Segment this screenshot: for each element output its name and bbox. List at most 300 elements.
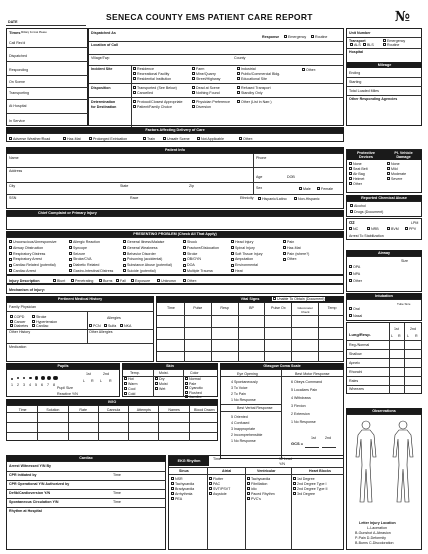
cpr-initiated[interactable]: CPR initiated by — [9, 473, 37, 477]
pupil-size-5-icon — [35, 376, 38, 379]
protective-helmet[interactable]: Helmet — [349, 177, 364, 181]
presenting-col5-item-2[interactable]: Soft Tissue Injury — [231, 252, 263, 256]
patient-info-heading: Patient Info — [6, 147, 344, 153]
presenting-col5-item-3[interactable]: Amputation — [231, 257, 253, 261]
airway-heading: Airway — [346, 250, 422, 256]
skin-normal[interactable]: Normal — [185, 377, 201, 381]
determination-protocol[interactable]: Protocol/Closest Appropriate — [133, 100, 183, 104]
destination-label: for Destination — [91, 104, 117, 109]
ekg-sinus-tachy[interactable]: Tachycardia — [171, 482, 194, 486]
pupils-l1: L — [83, 379, 85, 383]
history-hypertension[interactable]: Hypertension — [32, 320, 57, 324]
time-in-service[interactable]: In Service — [9, 119, 25, 123]
time-dispatched[interactable]: Dispatched — [9, 54, 27, 58]
tube-size-label: Tube Size — [397, 302, 411, 306]
legend-line-1: L-Laceration — [367, 526, 387, 530]
protective-heading: Protective Devices — [347, 150, 385, 160]
vitals-col-4: Pulse Ox — [271, 306, 286, 310]
disposition-transported[interactable]: Transported (See Below) — [133, 86, 177, 90]
o2-ppv[interactable]: PPV — [405, 227, 416, 231]
pupil-size-3-icon — [23, 377, 25, 379]
gcs-motor-4[interactable]: 4 Withdraws — [291, 396, 311, 400]
pupil-size-4-icon — [29, 377, 32, 380]
presenting-col5-item-1[interactable]: Spinal Injury — [231, 246, 255, 250]
lung-row-rhonchi[interactable]: Rhonchi — [349, 370, 363, 374]
incident-residence[interactable]: Residence — [133, 67, 154, 71]
other-history-label[interactable]: Other History — [9, 330, 31, 334]
vehicle-damage-heading: Pl. Vehicle Damage — [385, 150, 422, 160]
ethnicity-hispanic[interactable]: Hispanic/Latino — [258, 197, 287, 201]
presenting-col6-item-2[interactable]: Pain (where?) — [283, 252, 309, 256]
cpr-time[interactable]: Time — [113, 473, 121, 477]
vitals-heading: Vital Signs — [156, 296, 344, 302]
presenting-col6-item-3[interactable]: Other: — [283, 257, 297, 261]
gcs-total-label: GCS = — [291, 441, 304, 446]
pupil-size-4-label: 4 — [29, 383, 31, 387]
patient-city-label[interactable]: City — [9, 184, 16, 188]
time-on-scene[interactable]: On Scene — [9, 80, 25, 84]
response-label: Response — [262, 35, 280, 39]
presenting-col3-item-2[interactable]: Behavior Disorder — [123, 252, 156, 256]
hospital-label: Hospital — [349, 50, 364, 54]
gcs-eye-2[interactable]: 2 To Pain — [231, 392, 246, 396]
gcs-first: 1st — [311, 436, 316, 440]
ekg-block-2i[interactable]: 2nd Degree Type I — [293, 482, 327, 486]
gcs-verbal-4[interactable]: 4 Confused — [231, 421, 250, 425]
defib-cardioversion[interactable]: Defib/Cardioversion Y/N — [9, 491, 51, 495]
presenting-col2-item-5[interactable]: Gastro-Intestinal Distress — [69, 269, 113, 273]
pupil-size-7-label: 7 — [47, 383, 49, 387]
factor-hazmat[interactable]: Haz-Mat — [63, 137, 81, 141]
protective-none[interactable]: None — [349, 162, 362, 166]
vitals-col-5: Glucometer Check — [297, 306, 313, 314]
presenting-col6-item-0[interactable]: Pain — [283, 240, 294, 244]
determination-physician[interactable]: Physician Preference — [192, 100, 230, 104]
protective-airbag[interactable]: Air Bag — [349, 172, 365, 176]
dispatched-as-label: Dispatched As — [91, 31, 116, 35]
disposition-refused[interactable]: Refused Transport — [237, 86, 271, 90]
pupil-size-6-label: 6 — [41, 383, 43, 387]
ekg-time[interactable]: Time — [213, 457, 221, 461]
skin-pale[interactable]: Pale — [185, 382, 196, 386]
airway-npa[interactable]: NPA — [349, 272, 360, 276]
lung-row-apneic[interactable]: Apneic — [349, 361, 360, 365]
lung-l2: L — [407, 334, 409, 338]
intubation-oral[interactable]: Oral — [349, 307, 360, 311]
damage-moderate[interactable]: Moderate — [387, 172, 406, 176]
lung-l1: L — [391, 334, 393, 338]
gcs-eye-heading: Eye Opening — [237, 371, 258, 376]
ekg-flutter[interactable]: Flutter — [209, 477, 223, 481]
lung-second: 2nd — [410, 327, 416, 331]
presenting-col3-item-3[interactable]: Poisoning (accidental) — [123, 257, 162, 261]
pupil-size-8-icon — [53, 376, 58, 381]
presenting-col1-item-3[interactable]: Respiratory Arrest — [9, 257, 42, 261]
gcs-eye-1[interactable]: 1 No Response — [231, 398, 256, 402]
pupil-size-6-icon — [41, 376, 45, 380]
body-front-figure — [356, 421, 376, 502]
cardiac-block — [6, 461, 166, 550]
history-cancer[interactable]: Cancer — [10, 320, 26, 324]
chief-complaint-heading: Chief Complaint or Primary Injury — [6, 210, 344, 216]
skin-block — [122, 369, 218, 397]
ekg-block-2ii[interactable]: 2nd Degree Type II — [293, 487, 328, 491]
other-agencies-label: Other Responding Agencies — [349, 97, 398, 101]
injury-blunt[interactable]: Blunt — [53, 279, 65, 283]
o2-nrb[interactable]: NRB — [367, 227, 379, 231]
transport-bls[interactable]: BLS — [363, 43, 374, 47]
disposition-standby[interactable]: Standby Only — [237, 91, 263, 95]
pupils-block — [6, 369, 120, 397]
spontaneous-time[interactable]: Time — [113, 500, 121, 504]
ekg-12-lead-yn[interactable]: Y/N — [279, 462, 285, 466]
intubation-nasal[interactable]: Nasal — [349, 314, 362, 318]
history-copd[interactable]: COPD — [10, 315, 24, 319]
chief-complaint-field[interactable] — [6, 216, 344, 230]
skin-dry[interactable]: Dry — [155, 377, 165, 381]
ekg-paced[interactable]: Paced Rhythm — [247, 492, 275, 496]
injury-penetrating[interactable]: Penetrating — [71, 279, 93, 283]
gcs-verbal-2[interactable]: 2 Incomprehensible — [231, 433, 263, 437]
ekg-svt[interactable]: SVT/PSVT — [209, 487, 230, 491]
ekg-pac[interactable]: PAC — [209, 482, 220, 486]
gcs-motor-6[interactable]: 6 Obeys Command — [291, 380, 322, 384]
patient-phone-label[interactable]: Phone — [256, 156, 267, 160]
dispatch-block — [88, 28, 344, 126]
o2-bvm[interactable]: BVM — [387, 227, 399, 231]
disposition-nothing-found[interactable]: Nothing Found — [192, 91, 220, 95]
response-emergency[interactable]: Emergency — [284, 35, 306, 39]
presenting-heading: PRESENTING PROBLEM (Check All That Apply) — [6, 231, 344, 237]
protective-seatbelt[interactable]: Seat Belt — [349, 167, 368, 171]
ethnicity-non-hispanic[interactable]: Non-Hispanic — [294, 197, 320, 201]
ekg-col-atrial: Atrial — [222, 469, 232, 473]
pupil-size-3-label: 3 — [23, 383, 25, 387]
allergy-sulfa[interactable]: Sulfa — [104, 324, 116, 328]
ekg-nsr[interactable]: NSR — [171, 477, 183, 481]
patient-name-label[interactable]: Name — [9, 156, 19, 160]
pupils-first: 1st — [86, 372, 91, 376]
presenting-col1-item-4[interactable]: Cardiac Related (potential) — [9, 263, 56, 267]
factor-train[interactable]: Train — [143, 137, 155, 141]
mileage-starting[interactable]: Starting — [349, 80, 362, 84]
presenting-col4-item-2[interactable]: Stroke — [183, 252, 197, 256]
incident-farm[interactable]: Farm — [192, 67, 204, 71]
presenting-col3-item-4[interactable]: Substance Abuse (potential) — [123, 263, 172, 267]
gcs-motor-3[interactable]: 3 Flexion — [291, 404, 306, 408]
factors-row — [6, 133, 344, 142]
presenting-col4-item-4[interactable]: DOA — [183, 263, 195, 267]
determination-family[interactable]: Patient/Family Choice — [133, 105, 172, 109]
arrest-stabilization-label[interactable]: Arrest To Stabilization — [349, 234, 384, 238]
ivio-col-0: Time — [18, 407, 27, 412]
pupil-size-7-icon — [47, 376, 51, 380]
history-stroke[interactable]: Stroke — [32, 315, 46, 319]
lung-label: Lung/Resp. — [349, 332, 371, 337]
presenting-col4-item-3[interactable]: OB/GYN — [183, 257, 201, 261]
presenting-col1-item-0[interactable]: Unconscious/Unresponsive — [9, 240, 57, 244]
observations-block — [346, 414, 422, 550]
lung-r2: R — [415, 334, 418, 338]
ekg-col-ventricular: Ventricular — [257, 469, 276, 473]
skin-temp-heading: Temp. — [130, 371, 140, 375]
presenting-col4-item-0[interactable]: Shock — [183, 240, 197, 244]
legend-line-2: B-Gunshot A-Abrasion — [355, 531, 391, 535]
pupil-size-label: Pupil Size — [57, 386, 73, 390]
patient-ssn-label[interactable]: SSN — [9, 196, 17, 200]
airway-other[interactable]: Other — [349, 279, 362, 283]
determination-other[interactable]: Other (List in Narr.) — [237, 100, 272, 104]
incident-other[interactable]: Other: — [302, 68, 316, 72]
chemical-alcohol[interactable]: Alcohol — [350, 204, 366, 208]
body-diagram[interactable] — [348, 417, 422, 517]
presenting-col3-item-0[interactable]: General Illness/Malaise — [123, 240, 164, 244]
gcs-verbal-3[interactable]: 3 Inappropriate — [231, 427, 256, 431]
ivio-col-5: Names — [168, 407, 180, 412]
factor-weather[interactable]: Adverse Weather/Road — [9, 137, 50, 141]
ems-report-page — [6, 6, 422, 550]
rhythm-at-hospital[interactable]: Rhythm at Hospital — [9, 509, 42, 513]
legend-line-4: B-Burns C-Discoloration — [355, 541, 394, 545]
ekg-idio[interactable]: idio — [247, 487, 257, 491]
incident-street[interactable]: Street/Highway — [192, 77, 220, 81]
presenting-col2-item-1[interactable]: Syncope — [69, 246, 87, 250]
presenting-col5-item-0[interactable]: Head Injury — [231, 240, 253, 244]
skin-heading: Skin — [122, 363, 218, 369]
ekg-block — [168, 455, 344, 550]
arrest-witnessed[interactable]: Arrest Witnessed Y/N By — [9, 464, 52, 468]
incident-educational[interactable]: Educational Site — [237, 77, 267, 81]
gcs-motor-heading: Best Motor Response — [295, 371, 330, 376]
incident-residential-inst[interactable]: Residential Institution — [133, 77, 171, 81]
response-routine[interactable]: Routine — [311, 35, 327, 39]
location-label: Location of Call — [91, 42, 118, 47]
defib-time[interactable]: Time — [113, 491, 121, 495]
lung-r1: R — [398, 334, 401, 338]
incident-industrial[interactable]: Industrial — [237, 67, 256, 71]
sex-female[interactable]: Female — [317, 187, 333, 191]
skin-hot[interactable]: Hot — [124, 377, 134, 381]
skin-moist-heading: Moist. — [159, 371, 169, 375]
ivio-col-2: Rate — [79, 407, 87, 412]
lung-row-wheezes[interactable]: Wheezes — [349, 387, 364, 391]
vitals-col-3: BP — [249, 306, 254, 310]
presenting-col3-item-5[interactable]: Suicide (potential) — [123, 269, 156, 273]
pupils-l2: L — [100, 379, 102, 383]
pupil-size-2-icon — [17, 377, 19, 379]
pupils-r2: R — [109, 379, 112, 383]
factor-unsafe[interactable]: Unsafe Scene — [163, 137, 190, 141]
transport-als[interactable]: ALS — [350, 43, 361, 47]
patient-age-label[interactable]: Age — [256, 175, 263, 179]
skin-jaundice[interactable]: Jaundice — [185, 395, 202, 399]
patient-address-label[interactable]: Address — [9, 169, 23, 173]
ivio-col-6: Blood Drawn — [194, 407, 215, 412]
time-call-received[interactable]: Call Rec'd — [9, 41, 26, 45]
ivio-heading: IV/IO — [6, 399, 218, 405]
disposition-cancelled[interactable]: Cancelled — [133, 91, 153, 95]
o2-nc[interactable]: NC — [349, 227, 358, 231]
intubation-heading: Intubation — [346, 293, 422, 299]
transport-emergency[interactable]: Emergency — [383, 39, 405, 43]
other-allergies-label[interactable]: Other Allergies — [89, 330, 113, 334]
skin-flushed[interactable]: Flushed — [185, 391, 202, 395]
ekg-col-sinus: Sinus — [179, 469, 189, 473]
ekg-12-lead[interactable]: 12 Lead — [279, 457, 292, 461]
history-heading: Pertinent Medical History — [6, 296, 154, 302]
vitals-table — [156, 302, 344, 362]
ekg-v-fib[interactable]: Fibrillation — [247, 482, 267, 486]
skin-color-heading: Color — [190, 371, 199, 375]
allergies-label: Allergies — [107, 316, 121, 320]
chemical-drugs[interactable]: Drugs (Document) — [350, 210, 383, 214]
time-responding[interactable]: Responding — [9, 68, 29, 72]
injury-unknown[interactable]: Unknown — [157, 279, 176, 283]
presenting-col6-item-1[interactable]: Haz-Mat — [283, 246, 301, 250]
lung-first: 1st — [394, 327, 399, 331]
times-subheading: Military Format Please — [21, 31, 47, 35]
ekg-sinus-brady[interactable]: Bradycardia — [171, 487, 194, 491]
o2-lpm-label: LPM — [411, 221, 419, 225]
skin-warm[interactable]: Warm — [124, 382, 137, 386]
damage-severe[interactable]: Severe — [387, 177, 402, 181]
o2-block — [346, 218, 422, 240]
factor-na[interactable]: Not Applicable — [197, 137, 224, 141]
patient-dob-label[interactable]: DOB — [287, 175, 295, 179]
ekg-pea[interactable]: PEA — [171, 497, 182, 501]
ekg-arrhythmia[interactable]: Arrhythmia — [171, 492, 192, 496]
gcs-eye-4[interactable]: 4 Spontaneously — [231, 380, 258, 384]
vitals-col-2: Resp — [220, 306, 229, 310]
determination-diversion[interactable]: Diversion — [192, 105, 211, 109]
injury-burns[interactable]: Burns — [99, 279, 112, 283]
injury-other[interactable]: Other: — [183, 279, 197, 283]
damage-mild[interactable]: Mild — [387, 167, 398, 171]
skin-wet[interactable]: Wet — [155, 387, 165, 391]
presenting-col2-item-4[interactable]: Diabetic Related — [69, 263, 99, 267]
gcs-motor-5[interactable]: 5 Localizes Pain — [291, 388, 318, 392]
factor-other[interactable]: Other: — [239, 137, 253, 141]
pupil-size-5-label: 5 — [35, 383, 37, 387]
incident-recreational[interactable]: Recreational Facility — [133, 72, 169, 76]
time-transporting[interactable]: Transporting — [9, 91, 30, 95]
skin-cold[interactable]: Cold — [124, 392, 135, 396]
intubation-block — [346, 299, 422, 321]
gcs-verbal-1[interactable]: 1 No Response — [231, 439, 256, 443]
ekg-v-tachy[interactable]: Tachycardia — [247, 477, 270, 481]
factor-extrication[interactable]: Prolonged Extrication — [89, 137, 127, 141]
lung-row-shallow[interactable]: Shallow — [349, 352, 362, 356]
skin-cyanotic[interactable]: Cyanotic — [185, 386, 203, 390]
sex-male[interactable]: Male — [299, 187, 311, 191]
transport-routine[interactable]: Routine — [383, 43, 399, 47]
vitals-unable[interactable]: Unable To Obtain (Document) — [272, 297, 325, 301]
mechanism-row[interactable] — [6, 284, 344, 294]
spontaneous-circulation[interactable]: Spontaneous Circulation Y/N — [9, 500, 59, 504]
determination-label: Determination — [91, 100, 116, 104]
history-cardiac[interactable]: Cardiac — [32, 324, 48, 328]
skin-moist[interactable]: Moist — [155, 382, 168, 386]
pupil-reactive-label: Reactive Y/N — [57, 392, 78, 396]
presenting-col5-item-5[interactable]: Heat — [231, 269, 243, 273]
mileage-ending[interactable]: Ending — [349, 71, 361, 75]
factors-heading: Factors Affecting Delivery of Care — [6, 127, 344, 133]
injury-fall[interactable]: Fall — [116, 279, 126, 283]
cardiac-heading: Cardiac — [6, 455, 166, 461]
history-block — [6, 302, 154, 362]
observations-heading: Observations — [346, 408, 422, 414]
chemical-block — [346, 201, 422, 217]
patient-race-label[interactable]: Race — [130, 196, 139, 200]
presenting-col3-item-1[interactable]: General Weakness — [123, 246, 158, 250]
ekg-asystole[interactable]: Asystole — [209, 492, 227, 496]
cpr-operational[interactable]: CPR Operational Y/N Authorized by — [9, 482, 70, 486]
injury-row — [6, 275, 344, 284]
patient-zip-label[interactable]: Zip — [189, 184, 194, 188]
patient-sex-label: Sex — [256, 186, 263, 190]
gcs-motor-2[interactable]: 2 Extension — [291, 412, 310, 416]
time-at-hospital[interactable]: At Hospital — [9, 104, 27, 108]
incident-mine[interactable]: Mine/Quarry — [192, 72, 216, 76]
presenting-block — [6, 237, 344, 275]
ekg-pvc[interactable]: PVC's — [247, 497, 261, 501]
allergy-pcn[interactable]: PCN — [89, 324, 101, 328]
gcs-heading: Glasgow Coma Scale — [220, 363, 344, 369]
presenting-col4-item-5[interactable]: Multiple Trauma — [183, 269, 213, 273]
history-diabetes[interactable]: Diabetes — [10, 324, 28, 328]
presenting-col5-item-4[interactable]: Environmental — [231, 263, 258, 267]
gcs-eye-3[interactable]: 3 To Voice — [231, 386, 248, 390]
skin-cool[interactable]: Cool — [124, 387, 135, 391]
pupil-size-1-icon — [11, 378, 13, 380]
ekg-block-3[interactable]: 3rd Degree — [293, 492, 315, 496]
date-label: DATE — [8, 20, 18, 24]
family-physician-label[interactable]: Family Physician — [9, 305, 36, 309]
pupils-second: 2nd — [103, 372, 109, 376]
incident-site-label: Incident Site — [91, 67, 113, 71]
pupil-size-8-label: 8 — [53, 383, 55, 387]
pupils-heading: Pupils — [6, 363, 120, 369]
disposition-dead[interactable]: Dead at Scene — [192, 86, 220, 90]
incident-public[interactable]: Public/Commercial Bldg. — [237, 72, 280, 76]
airway-opa[interactable]: OPA — [349, 265, 360, 269]
lung-row-rales[interactable]: Rales — [349, 379, 359, 383]
o2-label: O2 — [349, 219, 355, 225]
gcs-block — [220, 369, 344, 459]
pupil-size-1-label: 1 — [11, 383, 13, 387]
presenting-col2-item-2[interactable]: Seizure — [69, 252, 85, 256]
presenting-col4-item-1[interactable]: Fracture/Dislocation — [183, 246, 219, 250]
gcs-verbal-5[interactable]: 5 Oriented — [231, 415, 248, 419]
presenting-col1-item-2[interactable]: Respiratory Distress — [9, 252, 45, 256]
presenting-col2-item-0[interactable]: Allergic Reaction — [69, 240, 100, 244]
patient-state-label[interactable]: State — [120, 184, 129, 188]
gcs-motor-1[interactable]: 1 No Response — [291, 420, 316, 424]
document-number-symbol: № — [394, 9, 410, 25]
protective-other[interactable]: Other — [349, 182, 362, 186]
lung-row-normal[interactable]: Reg./Normal — [349, 343, 370, 347]
ekg-heading: EKG Rhythm — [169, 456, 209, 466]
medication-label[interactable]: Medication — [9, 345, 27, 349]
presenting-col1-item-5[interactable]: Cardiac Arrest — [9, 269, 36, 273]
allergy-nka[interactable]: NKA — [120, 324, 131, 328]
ekg-block-1[interactable]: 1st Degree — [293, 477, 315, 481]
damage-none[interactable]: None — [387, 162, 400, 166]
injury-exposure[interactable]: Exposure — [131, 279, 150, 283]
presenting-col2-item-3[interactable]: Stroke/CVA — [69, 257, 92, 261]
presenting-col1-item-1[interactable]: Airway Obstruction — [9, 246, 43, 250]
mileage-total[interactable]: Total Loaded Miles — [349, 89, 379, 93]
